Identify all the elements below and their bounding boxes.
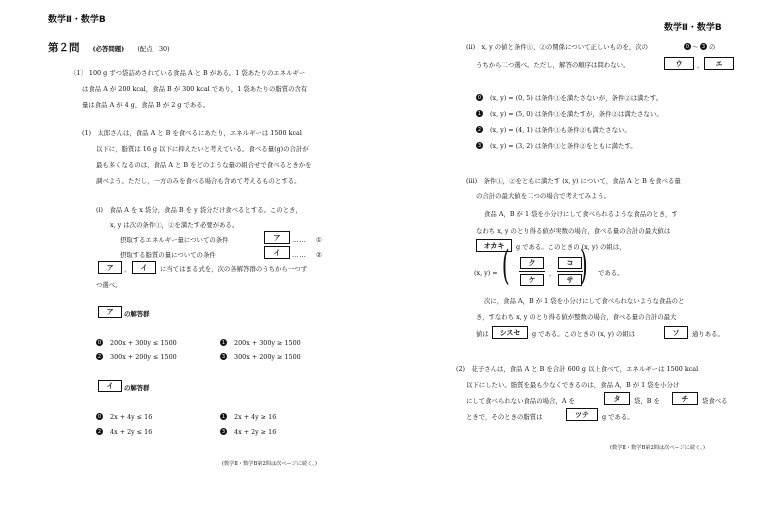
left-footer: (数学Ⅱ・数学B第2問は次ページに続く。) <box>222 461 317 467</box>
group-a-label: の解答群 <box>124 310 150 318</box>
q2-line-3-end: 袋食べる <box>702 397 728 405</box>
answer-box-shisuse[interactable]: シスセ <box>492 326 528 339</box>
answer-box-u[interactable]: ウ <box>664 57 694 70</box>
group-i-label: の解答群 <box>124 384 150 392</box>
intro-line-3: 量は食品 A が 4 g，食品 B が 2 g である。 <box>82 101 209 109</box>
answer-box-ta[interactable]: タ <box>604 392 630 405</box>
sub1-line-1: (1) 太郎さんは，食品 A と B を食べるにあたり，エネルギーは 1500 kcal <box>82 129 302 137</box>
choice-i2: 4x + 2y ≤ 16 <box>110 428 153 436</box>
answer-box-ku[interactable]: ク <box>520 257 544 269</box>
condition-1-leader: …… <box>292 236 307 244</box>
choice-a2-marker[interactable]: 2 <box>97 353 102 360</box>
choice-i3: 4x + 2y ≥ 16 <box>234 428 277 436</box>
sub1-line-4: 調べよう。ただし，一方のみを食べる場合も含めて考えるものとする。 <box>96 177 301 185</box>
choice-i1-marker[interactable]: 1 <box>221 413 226 420</box>
choice-a1: 200x + 300y ≥ 1500 <box>234 339 301 347</box>
iii-line-8: き，すなわち x, y のとり得る値が整数の場合，食べる量の合計の最大 <box>476 313 677 321</box>
sub-i-line-2: x, y は次の条件①，②を満たす必要がある。 <box>110 221 239 229</box>
ii-choice-0: (x, y) = (0, 5) は条件①を満たさないが，条件②は満たす。 <box>490 94 663 102</box>
question-note: (必答問題) <box>92 45 125 53</box>
xy-equation-label: (x, y) = <box>474 269 498 277</box>
q2-line-3-mid: 袋，B を <box>634 397 660 405</box>
condition-1-text: 摂取するエネルギー量についての条件 <box>120 236 229 244</box>
iii-line-9-end: 通りある。 <box>692 330 724 338</box>
ii-choice-2: (x, y) = (4, 1) は条件①も条件②も満たさない。 <box>490 126 631 134</box>
iii-line-3: 食品 A，B が 1 袋を小分けにして食べられるような食品のとき，す <box>484 210 678 218</box>
condition-2-text: 摂取する脂質の量についての条件 <box>120 251 216 259</box>
sub1-line-3: 最も多くなるのは，食品 A と B をどのような量の組合せで食べるときかを <box>96 161 312 169</box>
answer-box-okaki[interactable]: オカキ <box>476 239 512 252</box>
left-page-header: 数学Ⅱ・数学B <box>48 15 106 25</box>
sub1-line-2: 以下に，脂質は 16 g 以下に抑えたいと考えている。食べる量(g)の合計が <box>96 145 309 153</box>
choice-a3: 300x + 200y ≥ 1500 <box>234 353 301 361</box>
question-heading <box>48 36 170 55</box>
condition-1-mark: ① <box>316 236 322 244</box>
q2-line-1: (2) 花子さんは，食品 A と B を合計 600 g 以上食べて，エネルギーは 1500 kcal <box>456 365 699 373</box>
choice-a0-marker[interactable]: 0 <box>97 339 102 346</box>
answer-box-i[interactable]: イ <box>264 246 290 259</box>
ii-range-from: 0 <box>685 43 690 50</box>
iii-line-1: (iii) 条件①，②をともに満たす (x, y) について，食品 A と B を食べる量 <box>466 177 681 185</box>
choice-i2-marker[interactable]: 2 <box>97 428 102 435</box>
choice-i0: 2x + 4y ≤ 16 <box>110 413 153 421</box>
ii-choice-1-marker[interactable]: 1 <box>477 110 482 117</box>
ii-line-1: (ii) x, y の値と条件①，②の関係について正しいものを，次の <box>466 43 649 51</box>
question-title: 第２問 <box>48 42 80 54</box>
iii-line-6-end: である。 <box>598 269 624 277</box>
choice-i3-marker[interactable]: 3 <box>221 428 226 435</box>
ii-choice-3-marker[interactable]: 3 <box>477 142 482 149</box>
fraction-bar-1 <box>519 271 545 272</box>
choice-a3-marker[interactable]: 3 <box>221 353 226 360</box>
right-footer: (数学Ⅱ・数学B第2問は次ページに続く。) <box>610 445 705 451</box>
group-a-box: ア <box>98 306 122 318</box>
instruction-end: つ選べ。 <box>96 281 122 289</box>
choice-a0: 200x + 300y ≤ 1500 <box>110 339 177 347</box>
q2-line-4-pre: ときで，そのときの脂質は <box>466 413 543 421</box>
xy-comma: ， <box>549 269 556 277</box>
condition-2-mark: ② <box>316 251 322 259</box>
choice-a2: 300x + 200y ≤ 1500 <box>110 353 177 361</box>
iii-line-5: g である。このときの (x, y) の組は， <box>516 243 626 251</box>
answer-box-chi[interactable]: チ <box>672 392 698 405</box>
iii-line-7: 次に，食品 A，B が 1 袋を小分けにして食べられないような食品のと <box>484 297 685 305</box>
ii-choice-3: (x, y) = (3, 2) は条件①と条件②をともに満たす。 <box>490 142 637 150</box>
answer-box-so[interactable]: ソ <box>664 326 688 339</box>
answer-box-ko[interactable]: コ <box>558 257 582 269</box>
intro-line-1: 〔1〕 100 g ずつ袋詰めされている食品 A と B がある。1 袋あたりのエネルギー <box>70 69 306 77</box>
ii-line-1-end: の <box>709 43 716 51</box>
answer-box-ke[interactable]: ケ <box>520 274 544 286</box>
right-page-header: 数学Ⅱ・数学B <box>664 23 722 33</box>
answer-box-i-ref[interactable]: イ <box>132 261 156 274</box>
answer-box-e[interactable]: エ <box>704 57 734 70</box>
condition-2-leader: …… <box>292 251 307 259</box>
question-points: (配点 30) <box>137 45 170 53</box>
ii-choice-1: (x, y) = (5, 0) は条件①を満たすが，条件②は満たさない。 <box>490 110 663 118</box>
q2-line-3-pre: にして食べられない食品の場合，A を <box>466 397 575 405</box>
choice-i1: 2x + 4y ≥ 16 <box>234 413 277 421</box>
group-i-box: イ <box>98 380 122 392</box>
answer-box-sa[interactable]: サ <box>558 274 582 286</box>
intro-line-2: は食品 A が 200 kcal，食品 B が 300 kcal であり，1 袋あたりの脂質の含有 <box>82 85 308 93</box>
sub-i-line-1: (i) 食品 A を x 袋分，食品 B を y 袋分だけ食べるとする。このとき， <box>96 206 302 214</box>
q2-line-4-end: g である。 <box>602 413 634 421</box>
iii-line-9-pre: 値は <box>476 330 489 338</box>
instruction-text: に当てはまる式を，次の各解答群のうちから一つず <box>160 265 307 273</box>
ii-range-to: 3 <box>701 43 706 50</box>
answer-box-tsute[interactable]: ツテ <box>566 408 598 421</box>
answer-box-a-ref[interactable]: ア <box>98 261 122 274</box>
ii-choice-0-marker[interactable]: 0 <box>477 94 482 101</box>
iii-line-4: なわち x, y のとり得る値が実数の場合，食べる量の合計の最大値は <box>476 227 671 235</box>
iii-line-2: の合計の最大値を二つの場合で考えてみよう。 <box>476 192 611 200</box>
ii-choice-2-marker[interactable]: 2 <box>477 126 482 133</box>
ii-line-2: うちから二つ選べ。ただし，解答の順序は問わない。 <box>476 61 630 69</box>
answer-box-a[interactable]: ア <box>264 231 290 244</box>
iii-line-9-mid: g である。このときの (x, y) の組は <box>532 330 636 338</box>
choice-i0-marker[interactable]: 0 <box>97 413 102 420</box>
choice-a1-marker[interactable]: 1 <box>221 339 226 346</box>
q2-line-2: 以下にしたい。脂質を最も少なくできるのは，食品 A，B が 1 袋を小分け <box>466 381 680 389</box>
